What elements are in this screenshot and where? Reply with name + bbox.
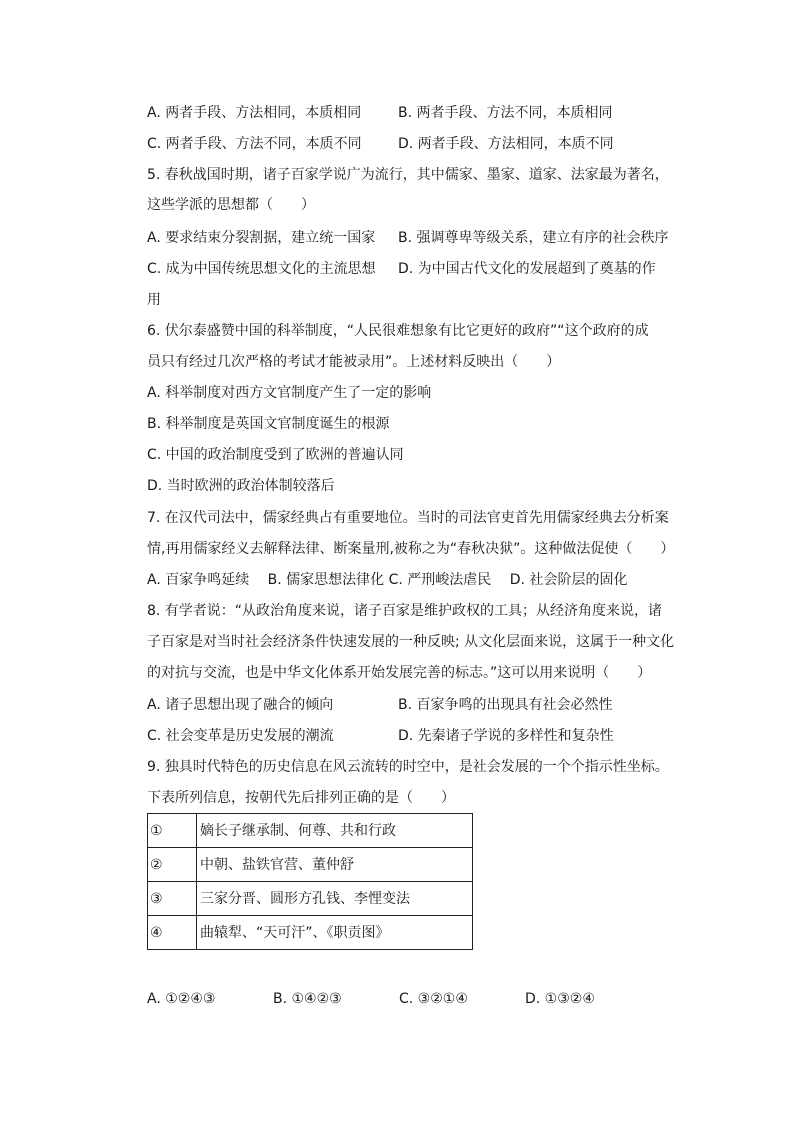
q6-option-c: C. 中国的政治制度受到了欧洲的普遍认同 — [147, 447, 404, 463]
q9-option-c: C. ③②①④ — [399, 991, 468, 1007]
q4-option-b: B. 两者手段、方法不同，本质相同 — [398, 105, 613, 121]
table-row-text: 中朝、盐铁官营、董仲舒 — [197, 848, 473, 882]
q5-option-a: A. 要求结束分裂割据，建立统一国家 — [147, 230, 376, 246]
q8-stem-line-3: 的对抗与交流，也是中华文化体系开始发展完善的标志。”这可以用来说明（ ） — [147, 665, 652, 681]
q6-option-d: D. 当时欧洲的政治体制较落后 — [147, 478, 335, 494]
q7-stem-line-1: 7. 在汉代司法中，儒家经典占有重要地位。当时的司法官吏首先用儒家经典去分析案 — [147, 510, 669, 526]
q8-stem-line-1: 8. 有学者说：“从政治角度来说，诸子百家是维护政权的工具；从经济角度来说，诸 — [147, 603, 663, 619]
q4-option-c: C. 两者手段、方法不同，本质不同 — [147, 136, 362, 152]
table-row-number: ② — [148, 848, 197, 882]
table-row-text: 曲辕犁、“天可汗”、《职贡图》 — [197, 916, 473, 950]
q9-info-table — [147, 813, 473, 950]
table-row — [148, 916, 473, 950]
table-row — [148, 814, 473, 848]
q6-option-a: A. 科举制度对西方文官制度产生了一定的影响 — [147, 385, 432, 401]
table-row-text: 嫡长子继承制、何尊、共和行政 — [197, 814, 473, 848]
q5-option-d: D. 为中国古代文化的发展超到了奠基的作 — [398, 261, 656, 277]
q4-option-a: A. 两者手段、方法相同，本质相同 — [147, 105, 362, 121]
q5-stem-line-1: 5. 春秋战国时期，诸子百家学说广为流行，其中儒家、墨家、道家、法家最为著名， — [147, 167, 669, 183]
q5-option-d-continued: 用 — [147, 292, 161, 308]
q7-options: A. 百家争鸣延续 B. 儒家思想法律化 C. 严刑峻法虐民 D. 社会阶层的固化 — [147, 572, 628, 588]
table-row-number: ① — [148, 814, 197, 848]
q5-option-c: C. 成为中国传统思想文化的主流思想 — [147, 261, 376, 277]
table-row — [148, 882, 473, 916]
q8-option-d: D. 先秦诸子学说的多样性和复杂性 — [398, 728, 614, 744]
table-row-number: ④ — [148, 916, 197, 950]
table-row — [148, 848, 473, 882]
q9-option-b: B. ①④②③ — [273, 991, 342, 1007]
q8-option-b: B. 百家争鸣的出现具有社会必然性 — [398, 697, 613, 713]
q8-option-a: A. 诸子思想出现了融合的倾向 — [147, 697, 334, 713]
q9-option-d: D. ①③②④ — [525, 991, 595, 1007]
q6-option-b: B. 科举制度是英国文官制度诞生的根源 — [147, 416, 390, 432]
q4-option-d: D. 两者手段、方法相同，本质不同 — [398, 136, 614, 152]
q9-stem-line-1: 9. 独具时代特色的历史信息在风云流转的时空中，是社会发展的一个个指示性坐标。 — [147, 759, 669, 775]
q9-stem-line-2: 下表所列信息，按朝代先后排列正确的是（ ） — [147, 790, 455, 806]
q5-stem-line-2: 这些学派的思想都（ ） — [147, 197, 315, 213]
q6-stem-line-1: 6. 伏尔泰盛赞中国的科举制度，“人民很难想象有比它更好的政府”“这个政府的成 — [147, 323, 649, 339]
table-row-text: 三家分晋、圆形方孔钱、李悝变法 — [197, 882, 473, 916]
q6-stem-line-2: 员只有经过几次严格的考试才能被录用”。上述材料反映出（ ） — [147, 354, 561, 370]
q5-option-b: B. 强调尊卑等级关系，建立有序的社会秩序 — [398, 230, 669, 246]
q8-option-c: C. 社会变革是历史发展的潮流 — [147, 728, 334, 744]
q8-stem-line-2: 子百家是对当时社会经济条件快速发展的一种反映; 从文化层面来说，这属于一种文化 — [147, 634, 675, 650]
q7-stem-line-2: 情,再用儒家经义去解释法律、断案量刑,被称之为“春秋决狱”。这种做法促使（ ） — [147, 541, 675, 557]
q9-option-a: A. ①②④③ — [147, 991, 216, 1007]
table-row-number: ③ — [148, 882, 197, 916]
